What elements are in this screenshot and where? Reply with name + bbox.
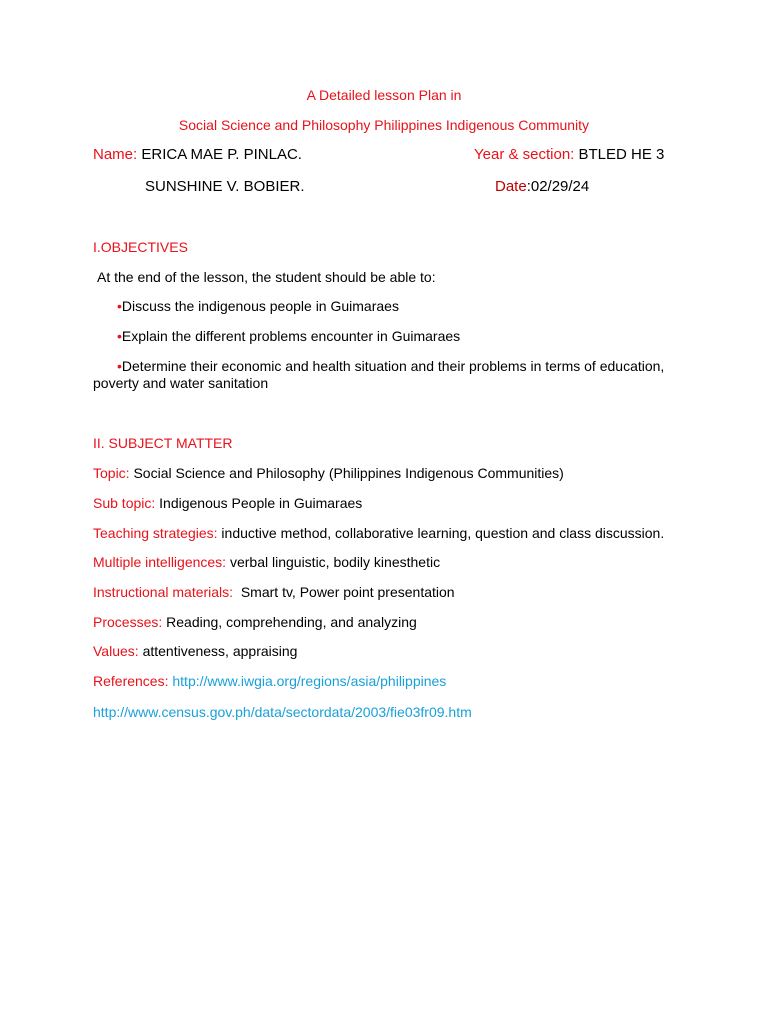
bullet-icon: • xyxy=(117,298,122,314)
date-row xyxy=(495,178,589,196)
date-label: Date xyxy=(495,178,527,195)
year-section-value: BTLED HE 3 xyxy=(578,146,665,163)
title-line-2: Social Science and Philosophy Philippines Indigenous Community xyxy=(178,117,590,133)
processes-label: Processes: xyxy=(93,614,163,630)
name-label: Name: xyxy=(93,146,138,163)
topic-row xyxy=(93,465,564,482)
objective-item xyxy=(117,328,460,345)
objectives-heading: I.OBJECTIVES xyxy=(93,239,188,255)
year-section-row xyxy=(474,146,664,164)
objective-text: Explain the different problems encounter in Guimaraes xyxy=(121,328,461,344)
objective-item xyxy=(117,298,399,315)
references-label: References: xyxy=(93,673,169,689)
subject-matter-heading: II. SUBJECT MATTER xyxy=(93,435,233,451)
name-value-1: ERICA MAE P. PINLAC. xyxy=(141,146,302,163)
teaching-strategies-label: Teaching strategies: xyxy=(93,525,218,541)
objective-text: Discuss the indigenous people in Guimaraes xyxy=(121,298,399,314)
values-value: attentiveness, appraising xyxy=(142,643,298,659)
multiple-intelligences-label: Multiple intelligences: xyxy=(93,554,227,570)
topic-value: Social Science and Philosophy (Philippines Indigenous Communities) xyxy=(133,465,564,481)
multiple-intelligences-row xyxy=(93,554,440,571)
instructional-materials-label: Instructional materials: xyxy=(93,584,234,600)
references-row xyxy=(93,673,446,690)
bullet-icon: • xyxy=(117,328,122,344)
multiple-intelligences-value: verbal linguistic, bodily kinesthetic xyxy=(229,554,441,570)
objective-item xyxy=(93,358,678,392)
processes-row xyxy=(93,614,417,631)
instructional-materials-value: Smart tv, Power point presentation xyxy=(240,584,455,600)
values-row xyxy=(93,643,297,660)
processes-value: Reading, comprehending, and analyzing xyxy=(166,614,417,630)
date-value: :02/29/24 xyxy=(526,178,590,195)
reference-link-2[interactable]: http://www.census.gov.ph/data/sectordata/2003/fie03fr09.htm xyxy=(93,704,472,720)
subtopic-value: Indigenous People in Guimaraes xyxy=(159,495,363,511)
subtopic-label: Sub topic: xyxy=(93,495,156,511)
objective-text: Determine their economic and health situation and their problems in terms of education, poverty and water sanitation xyxy=(93,358,665,391)
instructional-materials-row xyxy=(93,584,455,601)
teaching-strategies-value: inductive method, collaborative learning, question and class discussion. xyxy=(221,525,665,541)
title-line-1: A Detailed lesson Plan in xyxy=(306,87,462,103)
year-section-label: Year & section: xyxy=(474,146,575,163)
topic-label: Topic: xyxy=(93,465,130,481)
bullet-icon: • xyxy=(117,358,122,374)
reference-link-1[interactable]: http://www.iwgia.org/regions/asia/philippines xyxy=(172,673,447,689)
objectives-intro: At the end of the lesson, the student should be able to: xyxy=(97,269,436,285)
name-value-2: SUNSHINE V. BOBIER. xyxy=(145,178,305,195)
name-row xyxy=(93,146,302,164)
subtopic-row xyxy=(93,495,362,512)
values-label: Values: xyxy=(93,643,139,659)
teaching-strategies-row xyxy=(93,525,664,542)
